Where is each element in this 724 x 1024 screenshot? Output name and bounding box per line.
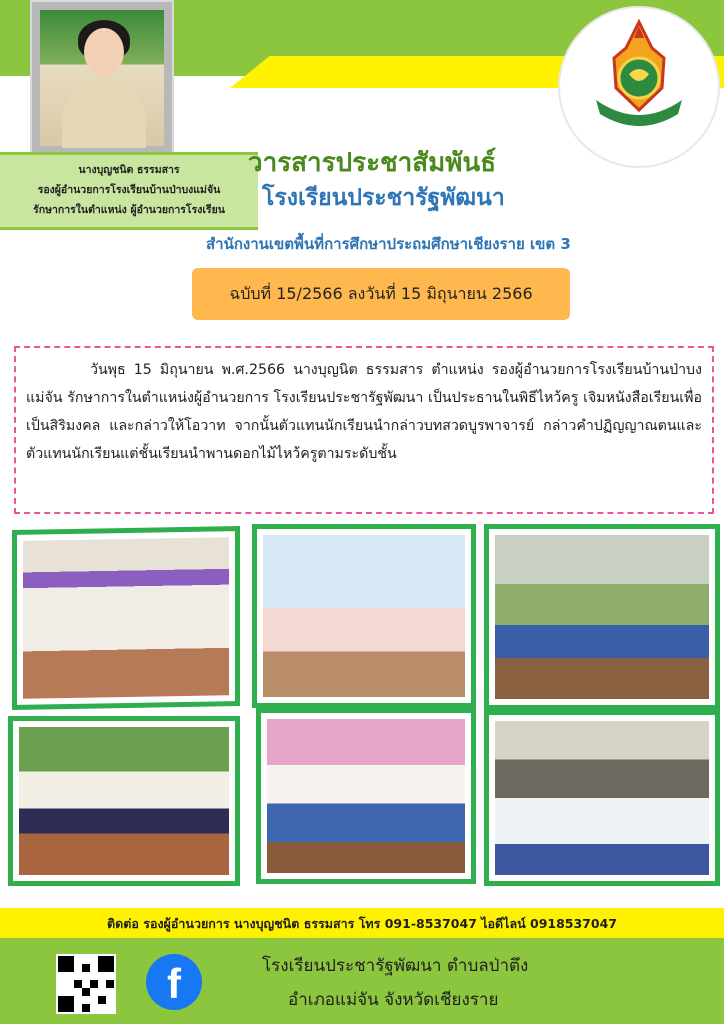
school-name: โรงเรียนประชารัฐพัฒนา [262, 185, 505, 211]
person-caption-box [0, 152, 258, 230]
article-text: วันพุธ 15 มิถุนายน พ.ศ.2566 นางบุญนิต ธรรมสาร ตำแหน่ง รองผู้อำนวยการโรงเรียนบ้านป่าบงแม่จัน รักษาการในตำแหน่งผู้อำนวยการ โรงเรียนประชารัฐพัฒนา เป็นประธานในพิธีไหว้ครู เจิมหนังสือเรียนเพื่อเป็นสิริมงคล และกล่าวให้โอวาท จากนั้นตัวแทนนักเรียนนำกล่าวบทสวดบูรพาจารย์ กล่าวคำปฏิญญาณตนและตัวแทนนักเรียนแต่ชั้นเรียนนำพานดอกไม้ไหว้ครูตามระดับชั้น [26, 362, 702, 462]
newsletter-title: วารสารประชาสัมพันธ์ [248, 148, 497, 178]
article-box [14, 346, 714, 514]
qr-code-icon[interactable] [56, 954, 116, 1014]
education-office: สำนักงานเขตพื้นที่การศึกษาประถมศึกษาเชียงราย เขต 3 [206, 235, 571, 253]
portrait-frame [30, 0, 174, 156]
person-name: นางบุญชนิต ธรรมสาร [78, 164, 180, 176]
portrait-uniform [62, 78, 146, 148]
school-address-line-1: โรงเรียนประชารัฐพัฒนา ตำบลป่าตึง [262, 956, 529, 976]
event-photo [484, 710, 720, 886]
facebook-icon[interactable]: f [146, 954, 202, 1010]
event-photo [252, 524, 476, 708]
issue-banner [192, 268, 570, 320]
event-photo [256, 708, 476, 884]
portrait-face [84, 28, 124, 76]
contact-info: ติดต่อ รองผู้อำนวยการ นางบุญชนิต ธรรมสาร โทร 091-8537047 ไอดีไลน์ 0918537047 [107, 916, 617, 931]
portrait-photo [40, 10, 164, 146]
school-address-line-2: อำเภอแม่จัน จังหวัดเชียงราย [288, 990, 499, 1010]
person-role: รองผู้อำนวยการโรงเรียนบ้านป่าบงแม่จัน [37, 184, 221, 196]
event-photo [8, 716, 240, 886]
qr-code-graphic [58, 956, 114, 1012]
person-acting-role: รักษาการในตำแหน่ง ผู้อำนวยการโรงเรียน [33, 204, 225, 216]
emblem-icon [592, 18, 686, 130]
school-emblem-logo [558, 6, 720, 168]
event-photo [12, 526, 240, 710]
issue-number-date: ฉบับที่ 15/2566 ลงวันที่ 15 มิถุนายน 2566 [229, 284, 533, 303]
event-photo [484, 524, 720, 710]
